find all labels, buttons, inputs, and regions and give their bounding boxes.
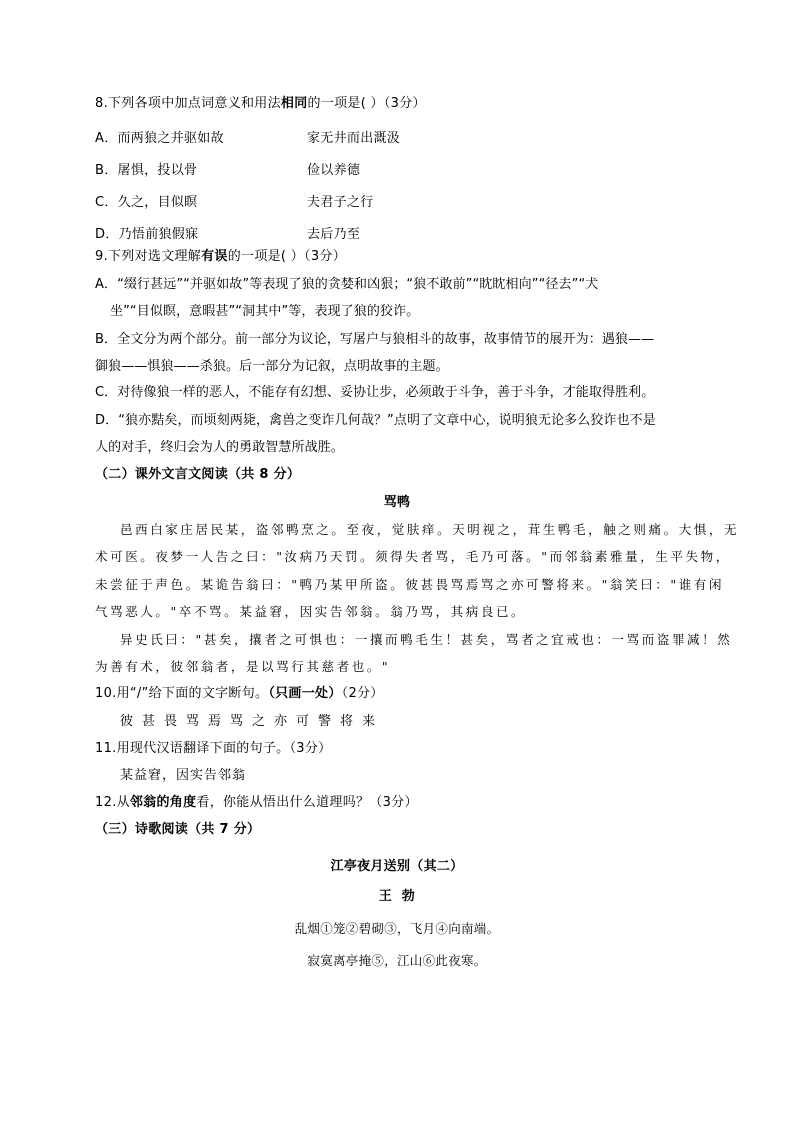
- q9-stem-emphasis: 有误: [201, 249, 228, 264]
- q9-stem-text: 9.下列对选文理解: [95, 249, 202, 264]
- q9-line-3: B．全文分为两个部分。前一部分为议论，写屠户与狼相斗的故事，故事情节的展开为：遇狼——: [95, 332, 655, 347]
- q9-line-4: 御狼——惧狼——杀狼。后一部分为记叙，点明故事的主题。: [95, 359, 449, 374]
- section-2-heading: （二）课外文言文阅读（共 8 分）: [95, 467, 301, 482]
- q8-option-c-right: 夫君子之行: [307, 195, 374, 210]
- q9-stem-score: 的一项是( ）（3分）: [227, 249, 346, 264]
- passage-line-1: 邑西白家庄居民某，盗邻鸭烹之。至夜，觉肤痒。天明视之，茸生鸭毛，触之则痛。大惧，无: [120, 522, 740, 537]
- poem-line-1: 乱烟①笼②碧砌③，飞月④向南端。: [294, 921, 500, 936]
- q12-stem: [95, 794, 418, 812]
- q8-option-b-left: B．屠惧，投以骨: [95, 163, 198, 178]
- passage-line-5: 异史氏曰："甚矣，攘者之可惧也：一攘而鸭毛生！甚矣，骂者之宜戒也：一骂而盗罪减！然: [120, 632, 733, 647]
- passage-line-3: 未尝征于声色。某诡告翁曰："鸭乃某甲所盗。彼甚畏骂焉骂之亦可警将来。"翁笑曰："谁有闲: [95, 577, 725, 592]
- q12-stem-score: 看，你能从悟出什么道理吗？（3分）: [196, 795, 418, 810]
- passage-line-4: 气骂恶人。"卒不骂。某益窘，因实告邻翁。翁乃骂，其病良已。: [95, 604, 527, 619]
- poem-author: 王 勃: [378, 889, 416, 904]
- q10-stem-text: 10.用“/”给下面的文字断句。: [95, 686, 269, 701]
- q9-line-5: C．对待像狼一样的恶人，不能存有幻想、妥协让步，必须敢于斗争，善于斗争，才能取得胜利。: [95, 385, 655, 400]
- q9-line-7: 人的对手，终归会为人的勇敢智慧所战胜。: [95, 440, 344, 455]
- q11-stem: 11.用现代汉语翻译下面的句子。（3分）: [95, 741, 332, 756]
- passage-title: 骂鸭: [383, 495, 411, 510]
- q10-stem-score: （2分）: [341, 686, 384, 701]
- q10-stem-emphasis: （只画一处）: [268, 686, 342, 701]
- q12-stem-emphasis: 邻翁的角度: [129, 795, 197, 810]
- q10-stem: [95, 685, 384, 703]
- q11-sentence: 某益窘，因实告邻翁: [120, 768, 247, 783]
- q8-option-b-right: 俭以养德: [307, 163, 361, 178]
- q8-stem: [95, 95, 426, 113]
- poem-line-2: 寂寞离亭掩⑤，江山⑥此夜寒。: [307, 953, 487, 968]
- q8-option-d-right: 去后乃至: [307, 227, 361, 242]
- poem-title: 江亭夜月送别（其二）: [330, 859, 464, 874]
- q9-stem: [95, 248, 346, 266]
- q12-stem-text: 12.从: [95, 795, 130, 810]
- q8-stem-score: 的一项是( ）（3分）: [307, 96, 426, 111]
- q8-option-a-left: A．而两狼之并驱如故: [95, 131, 224, 146]
- q9-line-1: A．“缀行甚远”“并驱如故”等表现了狼的贪婪和凶狠；“狼不敢前”“眈眈相向”“径去”“犬: [95, 277, 599, 292]
- q8-option-a-right: 家无井而出溉汲: [307, 131, 401, 146]
- q8-option-c-left: C．久之，目似瞑: [95, 195, 198, 210]
- q9-line-6: D．“狼亦黠矣，而顷刻两毙，禽兽之变诈几何哉？”点明了文章中心，说明狼无论多么狡诈也不是: [95, 413, 656, 428]
- q8-stem-text: 8.下列各项中加点词意义和用法: [95, 96, 281, 111]
- q8-option-d-left: D．乃悟前狼假寐: [95, 227, 199, 242]
- passage-line-6: 为善有术，彼邻翁者，是以骂行其慈者也。": [95, 659, 391, 674]
- q9-line-2: 坐”“目似瞑，意暇甚”“洞其中”等，表现了狼的狡诈。: [110, 304, 420, 319]
- passage-line-2: 术可医。夜梦一人告之曰："汝病乃天罚。须得失者骂，毛乃可落。"而邻翁素雅量，生平失物，: [95, 549, 731, 564]
- q8-stem-emphasis: 相同: [280, 96, 308, 111]
- section-3-heading: （三）诗歌阅读（共 7 分）: [95, 822, 261, 837]
- q10-sentence: 彼甚畏骂焉骂之亦可警将来: [120, 714, 385, 729]
